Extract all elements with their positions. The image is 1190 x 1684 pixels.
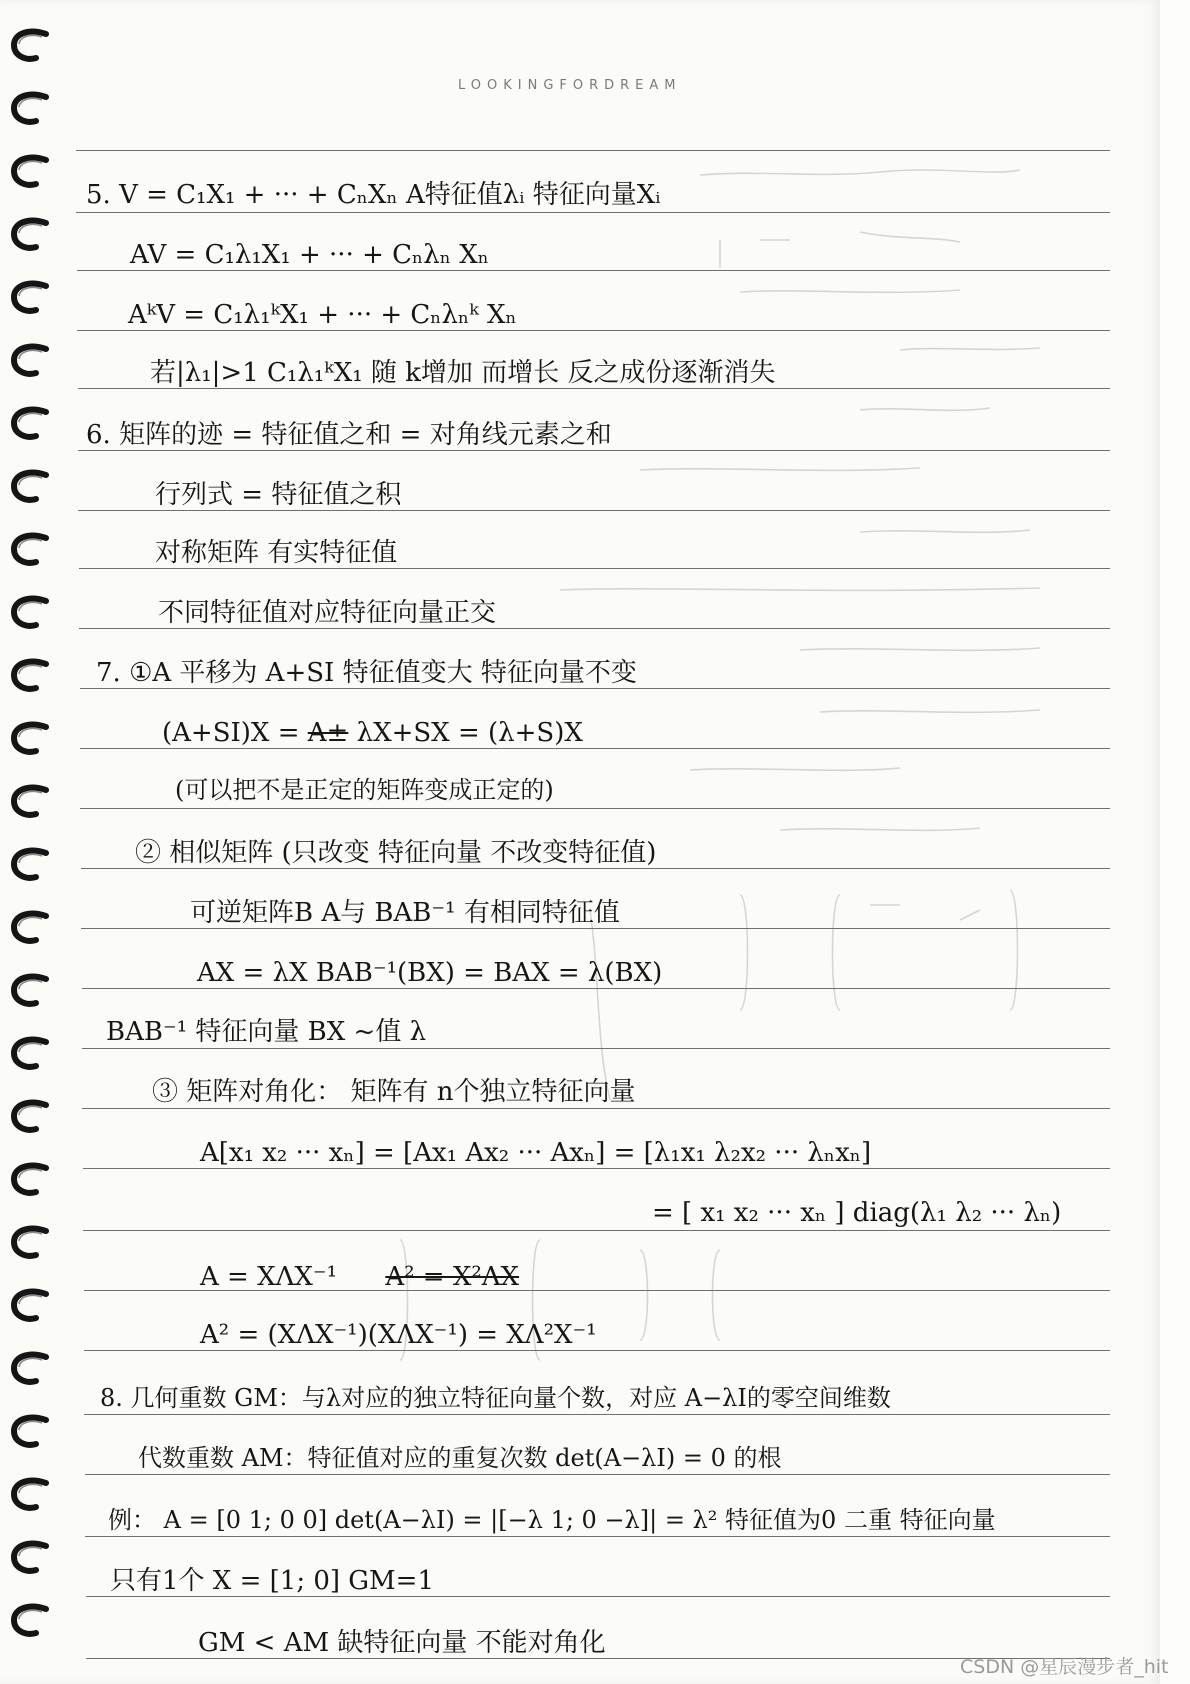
ruled-line (78, 388, 1110, 389)
s7-line-7: BAB⁻¹ 特征向量 BX ~值 λ (106, 1017, 427, 1047)
s8-line-1: 8. 几何重数 GM：与λ对应的独立特征向量个数，对应 A−λI的零空间维数 (100, 1384, 891, 1412)
binding-ring (6, 1288, 52, 1322)
s5-line-1: 5. V = C₁X₁ + ··· + CₙXₙ A特征值λᵢ 特征向量Xᵢ (86, 180, 661, 210)
binding-ring (6, 406, 52, 440)
s5-line-4: 若|λ₁|>1 C₁λ₁ᵏX₁ 随 k增加 而增长 反之成份逐渐消失 (150, 358, 776, 388)
s6-line-1: 6. 矩阵的迹 = 特征值之和 = 对角线元素之和 (86, 420, 612, 450)
binding-ring (6, 280, 52, 314)
ruled-line (76, 212, 1110, 213)
ruled-line (82, 988, 1110, 989)
s7-line-11-struck: A² = X²ΛX (385, 1262, 520, 1292)
s7-line-10: = [ x₁ x₂ ··· xₙ ] diag(λ₁ λ₂ ··· λₙ) (652, 1198, 1062, 1228)
binding-ring (6, 91, 52, 125)
ruled-line (84, 1414, 1110, 1415)
binding-ring (6, 1603, 52, 1637)
s8-line-2: 代数重数 AM：特征值对应的重复次数 det(A−λI) = 0 的根 (138, 1444, 782, 1472)
s7-line-9: A[x₁ x₂ ··· xₙ] = [Ax₁ Ax₂ ··· Axₙ] = [λ₁x₁ λ₂x₂ ··· λₙxₙ] (200, 1138, 872, 1168)
s7-line-5: 可逆矩阵B A与 BAB⁻¹ 有相同特征值 (190, 898, 620, 928)
s5-line-2: AV = C₁λ₁X₁ + ··· + Cₙλₙ Xₙ (130, 240, 490, 270)
ruled-line (85, 1536, 1110, 1537)
ruled-line (80, 808, 1110, 809)
ruled-line (84, 1350, 1110, 1351)
s6-line-2: 行列式 = 特征值之积 (155, 480, 402, 510)
ruled-line (81, 868, 1110, 869)
binding-ring (6, 532, 52, 566)
ruled-line (83, 1230, 1110, 1231)
binding-ring (6, 1477, 52, 1511)
s8-line-3: 例： A = [0 1; 0 0] det(A−λI) = |[−λ 1; 0 −λ]| = λ² 特征值为0 二重 特征向量 (108, 1506, 996, 1534)
binding-ring (6, 343, 52, 377)
binding-ring (6, 847, 52, 881)
csdn-watermark: CSDN @星辰漫步者_hit (960, 1656, 1169, 1678)
binding-ring (6, 1036, 52, 1070)
ruled-line (77, 270, 1110, 271)
ruled-line (86, 1596, 1110, 1597)
s7-line-2-right: λX+SX = (λ+S)X (348, 718, 583, 748)
s8-line-4: 只有1个 X = [1; 0] GM=1 (110, 1566, 435, 1596)
binding-ring (6, 721, 52, 755)
ruled-line (81, 928, 1110, 929)
s7-line-6: AX = λX BAB⁻¹(BX) = BAX = λ(BX) (197, 958, 663, 988)
ruled-line (78, 450, 1110, 451)
ruled-line (79, 568, 1110, 569)
binding-ring (6, 1099, 52, 1133)
ruled-line (82, 1048, 1110, 1049)
s7-line-12: A² = (XΛX⁻¹)(XΛX⁻¹) = XΛ²X⁻¹ (200, 1320, 597, 1350)
s6-line-3: 对称矩阵 有实特征值 (155, 538, 398, 568)
binding-ring (6, 595, 52, 629)
ruled-line (76, 150, 1110, 151)
binding-ring (6, 1162, 52, 1196)
ruled-line (83, 1168, 1110, 1169)
s7-line-2 (162, 718, 583, 748)
ruled-line (80, 748, 1110, 749)
ruled-line (78, 510, 1110, 511)
binding-ring (6, 154, 52, 188)
s7-line-4: ② 相似矩阵 (只改变 特征向量 不改变特征值) (135, 838, 657, 868)
ruled-line (80, 688, 1110, 689)
ruled-line (82, 1108, 1110, 1109)
binding-ring (6, 1540, 52, 1574)
ruled-line (86, 1658, 1110, 1659)
s7-line-3: (可以把不是正定的矩阵变成正定的) (175, 776, 554, 804)
binding-ring (6, 658, 52, 692)
s6-line-4: 不同特征值对应特征向量正交 (158, 598, 497, 628)
ruled-line (79, 628, 1110, 629)
notebook-brand: LOOKINGFORDREAM (458, 78, 682, 93)
binding-ring (6, 784, 52, 818)
binding-ring (6, 910, 52, 944)
binding-ring (6, 1225, 52, 1259)
binding-ring (6, 217, 52, 251)
binding-ring (6, 1414, 52, 1448)
s7-line-1: 7. ①A 平移为 A+SI 特征值变大 特征向量不变 (96, 658, 637, 688)
binding-ring (6, 469, 52, 503)
ruled-line (77, 330, 1110, 331)
binding-ring (6, 973, 52, 1007)
s7-line-8: ③ 矩阵对角化： 矩阵有 n个独立特征向量 (152, 1077, 636, 1107)
binding-ring (6, 28, 52, 62)
binding-ring (6, 1351, 52, 1385)
s5-line-3: AᵏV = C₁λ₁ᵏX₁ + ··· + Cₙλₙᵏ Xₙ (128, 300, 517, 330)
s7-line-11-left: A = XΛX⁻¹ (200, 1262, 338, 1292)
s7-line-11 (200, 1262, 519, 1292)
s7-line-2-left: (A+SI)X = (162, 718, 308, 748)
s7-line-2-struck: A± (307, 718, 349, 748)
ruled-line (85, 1474, 1110, 1475)
s8-line-5: GM < AM 缺特征向量 不能对角化 (198, 1628, 606, 1658)
